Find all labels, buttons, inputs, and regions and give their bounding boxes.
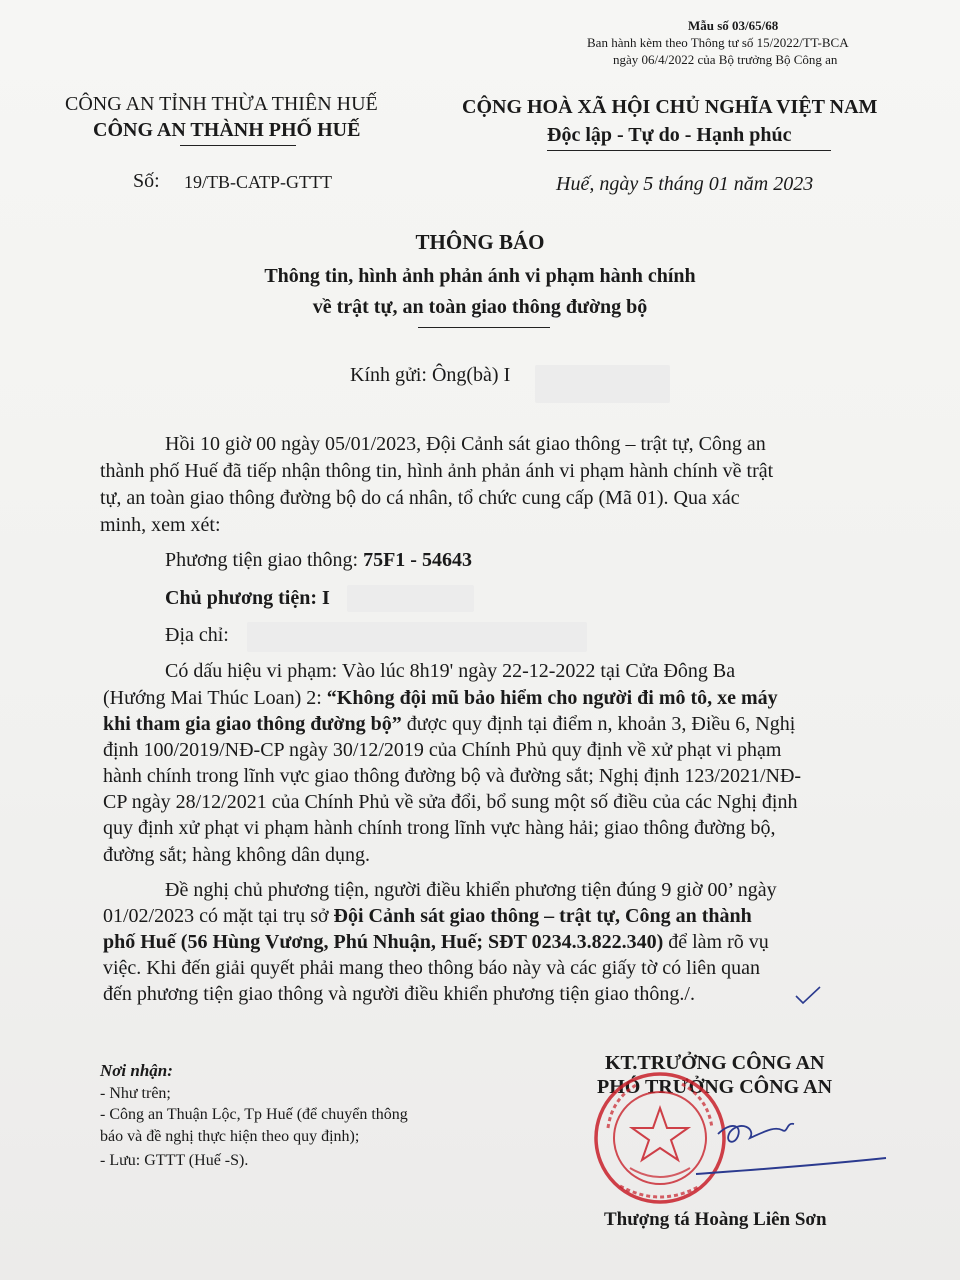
handwritten-signature-icon xyxy=(690,1092,890,1182)
text-span: để làm rõ vụ xyxy=(663,931,769,953)
form-note-line: Ban hành kèm theo Thông tư số 15/2022/TT-BCA xyxy=(587,35,849,50)
agency-name: CÔNG AN THÀNH PHỐ HUẾ xyxy=(93,119,361,141)
violation-description: khi tham gia giao thông đường bộ” xyxy=(103,713,402,735)
address-field xyxy=(165,624,229,647)
document-subtitle: Thông tin, hình ảnh phản ánh vi phạm hành chính xyxy=(264,265,696,287)
recipient-item: - Công an Thuận Lộc, Tp Huế (để chuyển thông xyxy=(100,1106,408,1123)
paragraph-line: tự, an toàn giao thông đường bộ do cá nhân, tổ chức cung cấp (Mã 01). Qua xác xyxy=(100,487,740,509)
paragraph-line xyxy=(103,713,795,736)
paragraph-line: hành chính trong lĩnh vực giao thông đường bộ và đường sắt; Nghị định 123/2021/NĐ- xyxy=(103,765,802,787)
redacted-block xyxy=(347,585,474,612)
document-number: 19/TB-CATP-GTTT xyxy=(184,172,332,192)
document-number-label: Số: xyxy=(133,170,160,192)
paragraph-line: thành phố Huế đã tiếp nhận thông tin, hình ảnh phản ánh vi phạm hành chính về trật xyxy=(100,460,774,482)
text-span: (Hướng Mai Thúc Loan) 2: xyxy=(103,687,327,709)
paragraph-line: đường sắt; hàng không dân dụng. xyxy=(103,844,370,866)
signer-title: KT.TRƯỞNG CÔNG AN xyxy=(605,1052,825,1074)
paragraph-line xyxy=(103,905,752,928)
vehicle-plate: 75F1 - 54643 xyxy=(363,549,472,571)
check-mark-icon xyxy=(793,984,823,1006)
office-name: Đội Cảnh sát giao thông – trật tự, Công an thành xyxy=(333,905,752,927)
owner-value: I xyxy=(322,587,330,609)
paragraph-line xyxy=(103,931,769,954)
text-span: 01/02/2023 có mặt tại trụ sở xyxy=(103,905,334,927)
paragraph-line: Có dấu hiệu vi phạm: Vào lúc 8h19' ngày 22-12-2022 tại Cửa Đông Ba xyxy=(165,660,736,682)
signer-role: PHÓ TRƯỞNG CÔNG AN xyxy=(597,1076,833,1098)
place-date: Huế, ngày 5 tháng 01 năm 2023 xyxy=(556,173,814,195)
subtitle-underline xyxy=(418,327,550,328)
recipient-item: - Như trên; xyxy=(100,1085,171,1102)
paragraph-line: Đề nghị chủ phương tiện, người điều khiển phương tiện đúng 9 giờ 00’ ngày xyxy=(165,879,777,901)
office-address: phố Huế (56 Hùng Vương, Phú Nhuận, Huế; SĐT 0234.3.822.340) xyxy=(103,931,664,953)
vehicle-field xyxy=(165,549,472,572)
text-span: được quy định tại điểm n, khoản 3, Điều 6, Nghị xyxy=(401,713,796,735)
paragraph-line: định 100/2019/NĐ-CP ngày 30/12/2019 của Chính Phủ quy định về xử phạt vi phạm xyxy=(103,739,782,761)
national-motto: Độc lập - Tự do - Hạnh phúc xyxy=(547,124,792,146)
agency-parent: CÔNG AN TỈNH THỪA THIÊN HUẾ xyxy=(65,93,378,115)
paragraph-line: CP ngày 28/12/2021 của Chính Phủ về sửa đổi, bổ sung một số điều của các Nghị định xyxy=(103,791,798,813)
recipient-salutation: Kính gửi: Ông(bà) I xyxy=(350,364,511,386)
agency-underline xyxy=(180,145,296,146)
owner-label: Chủ phương tiện: xyxy=(165,587,318,609)
document-subtitle: về trật tự, an toàn giao thông đường bộ xyxy=(312,296,648,318)
form-note-line: ngày 06/4/2022 của Bộ trưởng Bộ Công an xyxy=(613,52,838,67)
violation-description: “Không đội mũ bảo hiểm cho người đi mô tô, xe máy xyxy=(326,687,778,709)
paragraph-line: Hồi 10 giờ 00 ngày 05/01/2023, Đội Cảnh sát giao thông – trật tự, Công an xyxy=(165,433,766,455)
paragraph-line: đến phương tiện giao thông và người điều khiển phương tiện giao thông./. xyxy=(103,983,695,1005)
redacted-block xyxy=(247,622,587,652)
signer-name: Thượng tá Hoàng Liên Sơn xyxy=(604,1209,827,1230)
motto-underline xyxy=(547,150,831,151)
paragraph-line: minh, xem xét: xyxy=(100,514,221,536)
redacted-block xyxy=(535,365,670,403)
recipients-title: Nơi nhận: xyxy=(100,1061,173,1080)
recipient-item: báo và đề nghị thực hiện theo quy định); xyxy=(100,1128,360,1145)
paragraph-line: việc. Khi đến giải quyết phải mang theo thông báo này và các giấy tờ có liên quan xyxy=(103,957,761,979)
vehicle-label: Phương tiện giao thông: xyxy=(165,549,359,571)
paragraph-line: quy định xử phạt vi phạm hành chính trong lĩnh vực hàng hải; giao thông đường bộ, xyxy=(103,817,776,839)
owner-field xyxy=(165,587,330,610)
form-number: Mẫu số 03/65/68 xyxy=(688,18,779,33)
address-label: Địa chỉ: xyxy=(165,624,229,646)
recipient-item: - Lưu: GTTT (Huế -S). xyxy=(100,1152,249,1169)
paragraph-line xyxy=(103,687,778,710)
document-title: THÔNG BÁO xyxy=(415,230,545,254)
country-name: CỘNG HOÀ XÃ HỘI CHỦ NGHĨA VIỆT NAM xyxy=(462,96,878,118)
